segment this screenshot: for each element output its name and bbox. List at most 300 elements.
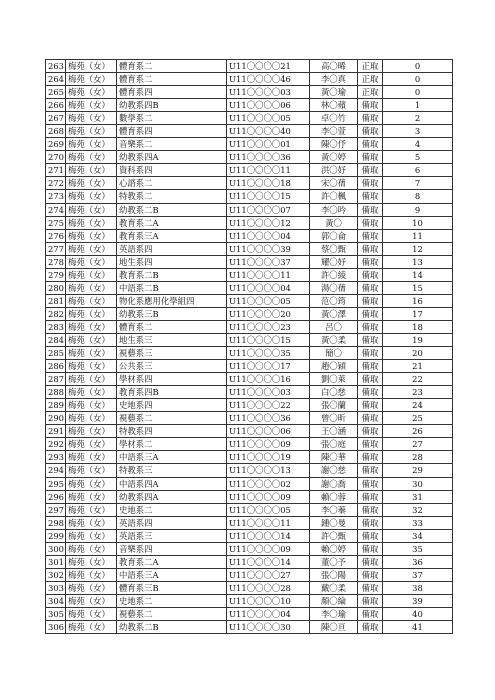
admission-status: 備取 — [358, 164, 383, 177]
dorm-name: 梅苑（女） — [66, 190, 117, 203]
row-number: 294 — [46, 464, 66, 477]
admission-status: 備取 — [358, 138, 383, 151]
row-number: 296 — [46, 490, 66, 503]
student-id: U11〇〇〇〇06 — [227, 99, 310, 112]
student-name: 湯〇蒨 — [310, 281, 358, 294]
department: 特教系二 — [117, 190, 227, 203]
admission-status: 備取 — [358, 177, 383, 190]
dorm-name: 梅苑（女） — [66, 542, 117, 555]
student-name: 顏〇綸 — [310, 594, 358, 607]
waitlist-order: 25 — [383, 412, 453, 425]
student-id: U11〇〇〇〇19 — [227, 451, 310, 464]
student-name: 許〇楓 — [310, 190, 358, 203]
department: 幼教系二B — [117, 621, 227, 634]
admission-status: 備取 — [358, 477, 383, 490]
waitlist-order: 32 — [383, 503, 453, 516]
waitlist-order: 6 — [383, 164, 453, 177]
admission-status: 備取 — [358, 568, 383, 581]
waitlist-order: 24 — [383, 399, 453, 412]
table-row — [46, 164, 453, 177]
row-number: 303 — [46, 581, 66, 594]
student-name: 李〇瑜 — [310, 607, 358, 620]
student-name: 賴〇蓉 — [310, 490, 358, 503]
table-row — [46, 477, 453, 490]
student-id: U11〇〇〇〇14 — [227, 529, 310, 542]
dorm-name: 梅苑（女） — [66, 268, 117, 281]
student-id: U11〇〇〇〇39 — [227, 242, 310, 255]
student-name: 黃〇澤 — [310, 307, 358, 320]
department: 物化系應用化學組四 — [117, 294, 227, 307]
admission-status: 備取 — [358, 399, 383, 412]
student-name: 陳〇伃 — [310, 138, 358, 151]
department: 學材系二 — [117, 438, 227, 451]
admission-status: 備取 — [358, 99, 383, 112]
table-row — [46, 412, 453, 425]
department: 體育系二 — [117, 73, 227, 86]
student-name: 陳〇亘 — [310, 621, 358, 634]
student-name: 李〇蓁 — [310, 503, 358, 516]
row-number: 293 — [46, 451, 66, 464]
row-number: 263 — [46, 60, 66, 73]
admission-status: 備取 — [358, 333, 383, 346]
dorm-name: 梅苑（女） — [66, 373, 117, 386]
waitlist-order: 41 — [383, 621, 453, 634]
admission-status: 備取 — [358, 451, 383, 464]
student-name: 蔡〇甄 — [310, 242, 358, 255]
waitlist-order: 15 — [383, 281, 453, 294]
admission-status: 備取 — [358, 255, 383, 268]
student-name: 張〇蘭 — [310, 399, 358, 412]
student-name: 賴〇婷 — [310, 542, 358, 555]
row-number: 288 — [46, 386, 66, 399]
waitlist-order: 28 — [383, 451, 453, 464]
student-name: 董〇予 — [310, 555, 358, 568]
student-name: 呂〇 — [310, 320, 358, 333]
row-number: 269 — [46, 138, 66, 151]
row-number: 289 — [46, 399, 66, 412]
dorm-name: 梅苑（女） — [66, 621, 117, 634]
department: 視藝系二 — [117, 412, 227, 425]
table-body — [46, 60, 453, 634]
department: 英語系四 — [117, 242, 227, 255]
student-name: 戴〇柔 — [310, 581, 358, 594]
department: 幼教系四B — [117, 99, 227, 112]
table-row — [46, 503, 453, 516]
table-row — [46, 294, 453, 307]
student-id: U11〇〇〇〇09 — [227, 542, 310, 555]
row-number: 299 — [46, 529, 66, 542]
student-id: U11〇〇〇〇06 — [227, 425, 310, 438]
table-row — [46, 555, 453, 568]
student-id: U11〇〇〇〇12 — [227, 216, 310, 229]
department: 幼教系二B — [117, 203, 227, 216]
dorm-name: 梅苑（女） — [66, 177, 117, 190]
admission-status: 備取 — [358, 412, 383, 425]
row-number: 265 — [46, 86, 66, 99]
student-name: 黃〇 — [310, 216, 358, 229]
waitlist-order: 34 — [383, 529, 453, 542]
dorm-name: 梅苑（女） — [66, 73, 117, 86]
admission-status: 備取 — [358, 516, 383, 529]
admission-status: 備取 — [358, 373, 383, 386]
student-name: 范〇筠 — [310, 294, 358, 307]
admission-status: 備取 — [358, 529, 383, 542]
row-number: 274 — [46, 203, 66, 216]
admission-status: 備取 — [358, 607, 383, 620]
dorm-name: 梅苑（女） — [66, 503, 117, 516]
department: 英語系四 — [117, 516, 227, 529]
student-id: U11〇〇〇〇05 — [227, 503, 310, 516]
waitlist-order: 8 — [383, 190, 453, 203]
department: 視藝系三 — [117, 347, 227, 360]
student-name: 謝〇慈 — [310, 464, 358, 477]
waitlist-order: 1 — [383, 99, 453, 112]
table-row — [46, 125, 453, 138]
dorm-name: 梅苑（女） — [66, 229, 117, 242]
table-row — [46, 360, 453, 373]
table-row — [46, 281, 453, 294]
waitlist-order: 16 — [383, 294, 453, 307]
admission-status: 正取 — [358, 73, 383, 86]
row-number: 291 — [46, 425, 66, 438]
student-id: U11〇〇〇〇09 — [227, 490, 310, 503]
table-row — [46, 203, 453, 216]
student-id: U11〇〇〇〇22 — [227, 399, 310, 412]
waitlist-order: 20 — [383, 347, 453, 360]
department: 體育系二 — [117, 60, 227, 73]
waitlist-order: 27 — [383, 438, 453, 451]
dorm-name: 梅苑（女） — [66, 203, 117, 216]
student-id: U11〇〇〇〇15 — [227, 190, 310, 203]
table-row — [46, 307, 453, 320]
department: 學材系四 — [117, 373, 227, 386]
department: 幼教系四A — [117, 151, 227, 164]
student-id: U11〇〇〇〇04 — [227, 607, 310, 620]
admission-status: 備取 — [358, 294, 383, 307]
table-row — [46, 347, 453, 360]
student-id: U11〇〇〇〇11 — [227, 164, 310, 177]
student-name: 白〇慈 — [310, 386, 358, 399]
waitlist-order: 33 — [383, 516, 453, 529]
student-id: U11〇〇〇〇28 — [227, 581, 310, 594]
department: 中語系三A — [117, 568, 227, 581]
admission-status: 備取 — [358, 151, 383, 164]
row-number: 282 — [46, 307, 66, 320]
student-id: U11〇〇〇〇23 — [227, 320, 310, 333]
admission-status: 正取 — [358, 86, 383, 99]
department: 體育系四 — [117, 125, 227, 138]
row-number: 286 — [46, 360, 66, 373]
table-row — [46, 320, 453, 333]
student-name: 王〇涵 — [310, 425, 358, 438]
department: 史地系二 — [117, 594, 227, 607]
student-id: U11〇〇〇〇15 — [227, 333, 310, 346]
dorm-name: 梅苑（女） — [66, 555, 117, 568]
table-row — [46, 177, 453, 190]
admission-status: 備取 — [358, 242, 383, 255]
student-id: U11〇〇〇〇05 — [227, 112, 310, 125]
table-row — [46, 216, 453, 229]
student-id: U11〇〇〇〇20 — [227, 307, 310, 320]
table-row — [46, 99, 453, 112]
dorm-allocation-table — [45, 59, 453, 634]
student-id: U11〇〇〇〇04 — [227, 229, 310, 242]
row-number: 304 — [46, 594, 66, 607]
table-row — [46, 581, 453, 594]
admission-status: 備取 — [358, 386, 383, 399]
department: 中語系三A — [117, 451, 227, 464]
waitlist-order: 36 — [383, 555, 453, 568]
waitlist-order: 23 — [383, 386, 453, 399]
dorm-name: 梅苑（女） — [66, 568, 117, 581]
admission-status: 備取 — [358, 425, 383, 438]
dorm-name: 梅苑（女） — [66, 386, 117, 399]
waitlist-order: 0 — [383, 73, 453, 86]
table-row — [46, 73, 453, 86]
student-id: U11〇〇〇〇35 — [227, 347, 310, 360]
table-row — [46, 529, 453, 542]
table-row — [46, 60, 453, 73]
student-id: U11〇〇〇〇05 — [227, 294, 310, 307]
student-id: U11〇〇〇〇30 — [227, 621, 310, 634]
department: 視藝系二 — [117, 607, 227, 620]
dorm-name: 梅苑（女） — [66, 112, 117, 125]
row-number: 302 — [46, 568, 66, 581]
dorm-name: 梅苑（女） — [66, 360, 117, 373]
student-id: U11〇〇〇〇46 — [227, 73, 310, 86]
admission-status: 備取 — [358, 438, 383, 451]
waitlist-order: 12 — [383, 242, 453, 255]
student-id: U11〇〇〇〇14 — [227, 555, 310, 568]
department: 資科系四 — [117, 164, 227, 177]
waitlist-order: 4 — [383, 138, 453, 151]
student-id: U11〇〇〇〇36 — [227, 412, 310, 425]
student-id: U11〇〇〇〇11 — [227, 516, 310, 529]
department: 教育系四B — [117, 386, 227, 399]
row-number: 306 — [46, 621, 66, 634]
student-id: U11〇〇〇〇01 — [227, 138, 310, 151]
dorm-name: 梅苑（女） — [66, 151, 117, 164]
admission-status: 備取 — [358, 281, 383, 294]
department: 英語系三 — [117, 529, 227, 542]
waitlist-order: 22 — [383, 373, 453, 386]
student-name: 李〇真 — [310, 73, 358, 86]
student-name: 曾〇昕 — [310, 412, 358, 425]
row-number: 276 — [46, 229, 66, 242]
waitlist-order: 21 — [383, 360, 453, 373]
student-id: U11〇〇〇〇27 — [227, 568, 310, 581]
department: 史地系四 — [117, 399, 227, 412]
table-row — [46, 138, 453, 151]
row-number: 283 — [46, 320, 66, 333]
student-id: U11〇〇〇〇02 — [227, 477, 310, 490]
dorm-name: 梅苑（女） — [66, 320, 117, 333]
department: 心諮系二 — [117, 177, 227, 190]
table-row — [46, 451, 453, 464]
department: 數學系二 — [117, 112, 227, 125]
admission-status: 正取 — [358, 60, 383, 73]
waitlist-order: 14 — [383, 268, 453, 281]
table-row — [46, 568, 453, 581]
table-row — [46, 399, 453, 412]
student-id: U11〇〇〇〇37 — [227, 255, 310, 268]
department: 教育系二B — [117, 268, 227, 281]
waitlist-order: 37 — [383, 568, 453, 581]
table-row — [46, 333, 453, 346]
row-number: 277 — [46, 242, 66, 255]
student-id: U11〇〇〇〇36 — [227, 151, 310, 164]
waitlist-order: 0 — [383, 86, 453, 99]
admission-status: 備取 — [358, 503, 383, 516]
department: 特教系三 — [117, 464, 227, 477]
department: 地生系四 — [117, 255, 227, 268]
row-number: 284 — [46, 333, 66, 346]
waitlist-order: 2 — [383, 112, 453, 125]
row-number: 275 — [46, 216, 66, 229]
student-name: 黃〇瑜 — [310, 86, 358, 99]
dorm-name: 梅苑（女） — [66, 125, 117, 138]
student-name: 黃〇柔 — [310, 333, 358, 346]
admission-status: 備取 — [358, 464, 383, 477]
student-id: U11〇〇〇〇03 — [227, 86, 310, 99]
student-id: U11〇〇〇〇10 — [227, 594, 310, 607]
student-name: 陳〇華 — [310, 451, 358, 464]
row-number: 268 — [46, 125, 66, 138]
student-id: U11〇〇〇〇21 — [227, 60, 310, 73]
admission-status: 備取 — [358, 268, 383, 281]
table-row — [46, 151, 453, 164]
student-name: 李〇萱 — [310, 125, 358, 138]
admission-status: 備取 — [358, 229, 383, 242]
student-id: U11〇〇〇〇09 — [227, 438, 310, 451]
row-number: 267 — [46, 112, 66, 125]
row-number: 300 — [46, 542, 66, 555]
student-id: U11〇〇〇〇03 — [227, 386, 310, 399]
dorm-name: 梅苑（女） — [66, 607, 117, 620]
student-name: 劉〇萊 — [310, 373, 358, 386]
dorm-name: 梅苑（女） — [66, 581, 117, 594]
admission-status: 備取 — [358, 216, 383, 229]
dorm-name: 梅苑（女） — [66, 307, 117, 320]
student-name: 謝〇喬 — [310, 477, 358, 490]
waitlist-order: 7 — [383, 177, 453, 190]
student-name: 洪〇妤 — [310, 164, 358, 177]
department: 教育系二A — [117, 216, 227, 229]
student-name: 林〇蘋 — [310, 99, 358, 112]
dorm-name: 梅苑（女） — [66, 138, 117, 151]
waitlist-order: 17 — [383, 307, 453, 320]
department: 幼教系三B — [117, 307, 227, 320]
waitlist-order: 40 — [383, 607, 453, 620]
student-name: 高〇晞 — [310, 60, 358, 73]
row-number: 279 — [46, 268, 66, 281]
table-row — [46, 268, 453, 281]
dorm-name: 梅苑（女） — [66, 438, 117, 451]
admission-status: 備取 — [358, 125, 383, 138]
dorm-name: 梅苑（女） — [66, 333, 117, 346]
row-number: 273 — [46, 190, 66, 203]
dorm-name: 梅苑（女） — [66, 529, 117, 542]
student-name: 許〇甄 — [310, 529, 358, 542]
department: 教育系三A — [117, 229, 227, 242]
department: 公共系三 — [117, 360, 227, 373]
table-row — [46, 255, 453, 268]
admission-status: 備取 — [358, 542, 383, 555]
waitlist-order: 18 — [383, 320, 453, 333]
waitlist-order: 39 — [383, 594, 453, 607]
student-name: 張〇陽 — [310, 568, 358, 581]
dorm-name: 梅苑（女） — [66, 99, 117, 112]
waitlist-order: 30 — [383, 477, 453, 490]
table-row — [46, 229, 453, 242]
student-name: 黃〇婷 — [310, 151, 358, 164]
dorm-name: 梅苑（女） — [66, 216, 117, 229]
waitlist-order: 19 — [383, 333, 453, 346]
row-number: 272 — [46, 177, 66, 190]
admission-status: 備取 — [358, 347, 383, 360]
department: 音樂系四 — [117, 542, 227, 555]
row-number: 297 — [46, 503, 66, 516]
department: 體育系三B — [117, 581, 227, 594]
row-number: 305 — [46, 607, 66, 620]
department: 中語系四A — [117, 477, 227, 490]
table-row — [46, 425, 453, 438]
table-row — [46, 86, 453, 99]
dorm-name: 梅苑（女） — [66, 60, 117, 73]
dorm-name: 梅苑（女） — [66, 281, 117, 294]
table-row — [46, 386, 453, 399]
student-name: 張〇庭 — [310, 438, 358, 451]
waitlist-order: 3 — [383, 125, 453, 138]
row-number: 301 — [46, 555, 66, 568]
dorm-name: 梅苑（女） — [66, 451, 117, 464]
student-name: 簡〇 — [310, 347, 358, 360]
row-number: 266 — [46, 99, 66, 112]
table-row — [46, 490, 453, 503]
department: 史地系二 — [117, 503, 227, 516]
student-id: U11〇〇〇〇04 — [227, 281, 310, 294]
row-number: 278 — [46, 255, 66, 268]
waitlist-order: 5 — [383, 151, 453, 164]
table-row — [46, 464, 453, 477]
admission-status: 備取 — [358, 581, 383, 594]
row-number: 298 — [46, 516, 66, 529]
dorm-name: 梅苑（女） — [66, 412, 117, 425]
dorm-name: 梅苑（女） — [66, 425, 117, 438]
department: 地生系三 — [117, 333, 227, 346]
waitlist-order: 35 — [383, 542, 453, 555]
waitlist-order: 13 — [383, 255, 453, 268]
department: 特教系四 — [117, 425, 227, 438]
admission-status: 備取 — [358, 112, 383, 125]
student-name: 卓〇竹 — [310, 112, 358, 125]
dorm-name: 梅苑（女） — [66, 594, 117, 607]
row-number: 281 — [46, 294, 66, 307]
student-id: U11〇〇〇〇13 — [227, 464, 310, 477]
dorm-name: 梅苑（女） — [66, 490, 117, 503]
student-id: U11〇〇〇〇16 — [227, 373, 310, 386]
table-row — [46, 516, 453, 529]
row-number: 295 — [46, 477, 66, 490]
table-row — [46, 242, 453, 255]
department: 教育系二A — [117, 555, 227, 568]
admission-status: 備取 — [358, 320, 383, 333]
student-name: 宋〇蒨 — [310, 177, 358, 190]
dorm-name: 梅苑（女） — [66, 164, 117, 177]
table-row — [46, 542, 453, 555]
waitlist-order: 10 — [383, 216, 453, 229]
student-id: U11〇〇〇〇07 — [227, 203, 310, 216]
